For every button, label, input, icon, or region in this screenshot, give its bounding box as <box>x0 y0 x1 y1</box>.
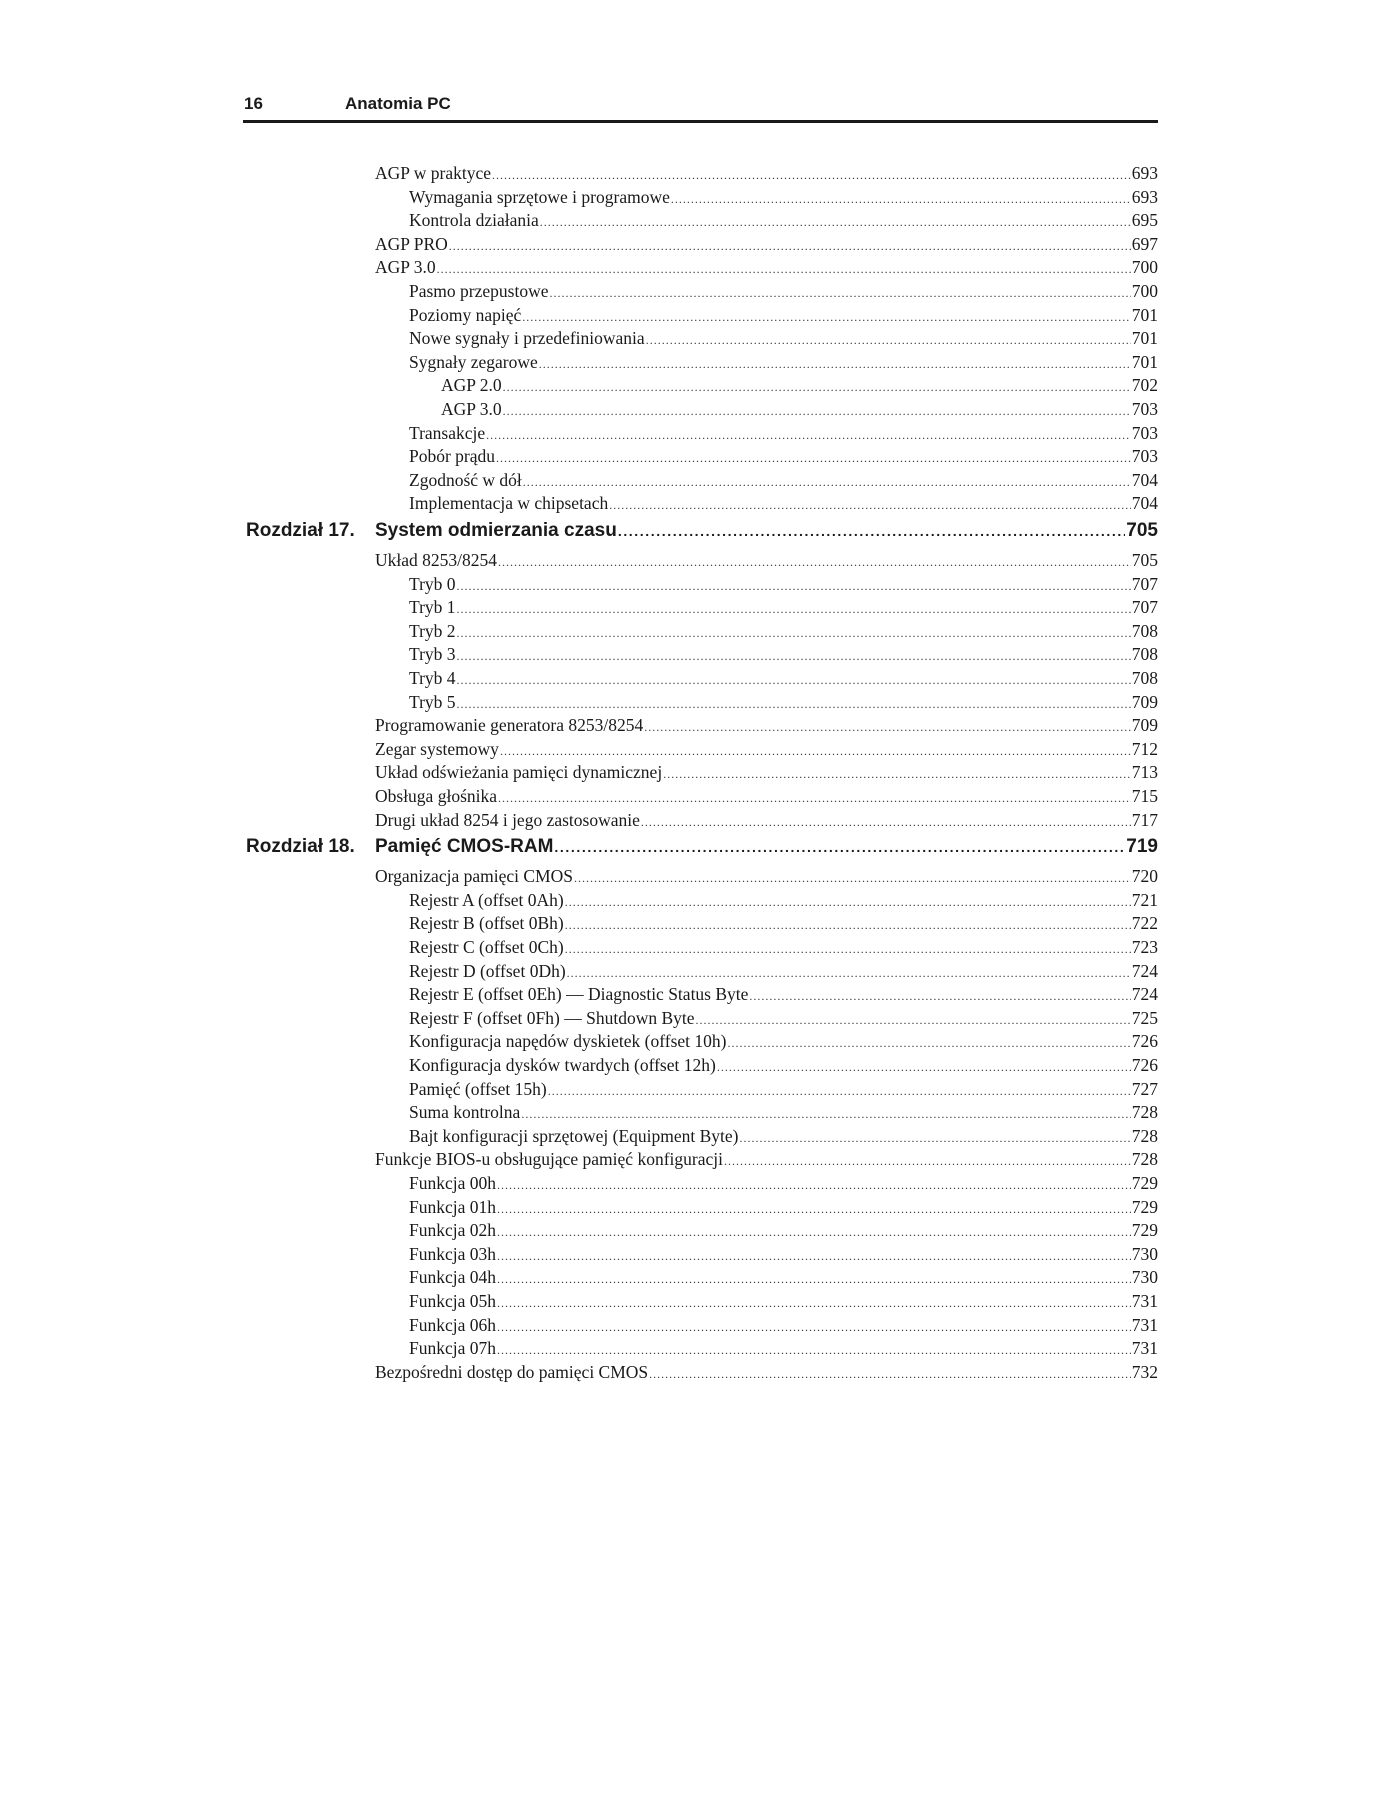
toc-page-number: 729 <box>1131 1196 1158 1217</box>
toc-entry-title: Pamięć (offset 15h) <box>409 1078 547 1099</box>
dot-leader <box>503 376 1131 398</box>
toc-entry-title: Funkcja 07h <box>409 1338 497 1359</box>
toc-page-number: 722 <box>1131 913 1158 934</box>
dot-leader <box>457 669 1131 691</box>
toc-entry-level-2 <box>409 643 1158 665</box>
dot-leader <box>497 1268 1131 1290</box>
toc-entry-title: Funkcja 05h <box>409 1291 497 1311</box>
dot-leader <box>550 282 1131 304</box>
dot-leader <box>663 763 1131 785</box>
dot-leader <box>486 424 1131 446</box>
page-number: 16 <box>244 94 263 113</box>
toc-entry-title: Funkcja 02h <box>409 1220 497 1241</box>
toc-page-number: 704 <box>1131 469 1158 490</box>
toc-page-number: 717 <box>1131 809 1158 830</box>
toc-entry-level-2 <box>409 936 1158 958</box>
toc-entry-title: Transakcje <box>409 422 486 443</box>
dot-leader <box>646 329 1131 351</box>
dot-leader <box>649 1363 1131 1385</box>
toc-page-number: 721 <box>1131 889 1158 910</box>
dot-leader <box>644 716 1130 738</box>
toc-entry-level-2 <box>409 1243 1158 1265</box>
toc-page-number: 732 <box>1131 1361 1158 1382</box>
toc-page-number: 726 <box>1131 1055 1158 1075</box>
dot-leader <box>548 1080 1131 1102</box>
dot-leader <box>498 551 1131 573</box>
toc-entry-level-2 <box>409 1030 1158 1052</box>
toc-page-number: 705 <box>1131 550 1158 570</box>
dot-leader <box>522 306 1130 328</box>
toc-page-number: 724 <box>1131 960 1158 981</box>
dot-leader <box>497 1316 1131 1338</box>
toc-chapter-heading <box>246 834 1158 860</box>
toc-page-number: 709 <box>1131 715 1158 736</box>
toc-page-number: 695 <box>1131 210 1158 231</box>
toc-entry-title: Funkcja 00h <box>409 1173 497 1193</box>
toc-entry-title: Funkcje BIOS-u obsługujące pamięć konfiguracji <box>375 1149 723 1170</box>
toc-entry-title: Rejestr E (offset 0Eh) — Diagnostic Status Byte <box>409 984 749 1005</box>
toc-entry-title: Tryb 5 <box>409 691 456 712</box>
toc-page-number: 703 <box>1131 399 1158 419</box>
toc-entry-title: Konfiguracja napędów dyskietek (offset 10h) <box>409 1031 727 1052</box>
dot-leader <box>565 914 1131 936</box>
toc-page-number: 709 <box>1131 691 1158 712</box>
dot-leader <box>497 1221 1131 1243</box>
toc-entry-level-2 <box>409 1078 1158 1100</box>
toc-entry-level-2 <box>409 1054 1158 1076</box>
toc-page-number: 731 <box>1131 1291 1158 1311</box>
toc-entry-level-2 <box>409 1290 1158 1312</box>
toc-page-number: 701 <box>1131 328 1158 349</box>
toc-entry-level-2 <box>409 1337 1158 1359</box>
toc-page-number: 730 <box>1131 1267 1158 1288</box>
dot-leader <box>457 693 1131 715</box>
toc-entry-level-2 <box>409 1101 1158 1123</box>
toc-entry-level-3 <box>441 374 1158 396</box>
dot-leader <box>567 962 1131 984</box>
toc-entry-level-2 <box>409 889 1158 911</box>
dot-leader <box>523 471 1131 493</box>
toc-page-number: 707 <box>1131 597 1158 618</box>
toc-entry-level-2 <box>409 280 1158 302</box>
toc-page-number: 730 <box>1131 1243 1158 1264</box>
toc-entry-level-1 <box>375 549 1158 571</box>
toc-entry-title: Funkcja 04h <box>409 1267 497 1288</box>
toc-page-number: 705 <box>1126 520 1158 541</box>
toc-entry-level-2 <box>409 1266 1158 1288</box>
toc-entry-level-2 <box>409 1314 1158 1336</box>
toc-entry-title: AGP PRO <box>375 233 448 254</box>
toc-entry-title: Bezpośredni dostęp do pamięci CMOS <box>375 1361 649 1382</box>
toc-entry-title: Tryb 3 <box>409 644 456 665</box>
toc-entry-level-2 <box>409 492 1158 514</box>
toc-entry-level-2 <box>409 573 1158 595</box>
toc-entry-level-2 <box>409 209 1158 231</box>
dot-leader <box>457 575 1131 597</box>
toc-page-number: 700 <box>1131 257 1158 278</box>
toc-entry-title: Obsługa głośnika <box>375 786 498 806</box>
toc-entry-level-1 <box>375 785 1158 807</box>
toc-entry-title: Programowanie generatora 8253/8254 <box>375 715 644 736</box>
toc-page-number: 701 <box>1131 304 1158 325</box>
toc-entry-title: Konfiguracja dysków twardych (offset 12h) <box>409 1055 716 1075</box>
toc-entry-level-2 <box>409 912 1158 934</box>
toc-entry-title: Suma kontrolna <box>409 1102 521 1123</box>
toc-entry-title: Tryb 1 <box>409 597 456 618</box>
toc-entry-title: Rejestr B (offset 0Bh) <box>409 913 564 934</box>
toc-entry-title: Tryb 4 <box>409 668 456 688</box>
toc-page-number: 708 <box>1131 668 1158 688</box>
toc-page-number: 703 <box>1131 446 1158 467</box>
dot-leader <box>497 1339 1131 1361</box>
toc-entry-title: Tryb 0 <box>409 573 456 594</box>
toc-entry-title: Rejestr A (offset 0Ah) <box>409 889 564 910</box>
dot-leader <box>503 400 1131 422</box>
dot-leader <box>457 598 1131 620</box>
toc-entry-title: Tryb 2 <box>409 620 456 641</box>
toc-entry-level-2 <box>409 691 1158 713</box>
toc-entry-level-2 <box>409 1125 1158 1147</box>
toc-entry-level-1 <box>375 1361 1158 1383</box>
dot-leader <box>449 235 1131 257</box>
toc-entry-level-2 <box>409 620 1158 642</box>
toc-entry-title: Sygnały zegarowe <box>409 351 538 372</box>
toc-entry-level-2 <box>409 1007 1158 1029</box>
toc-entry-level-2 <box>409 983 1158 1005</box>
toc-page-number: 715 <box>1131 786 1158 806</box>
dot-leader <box>565 891 1131 913</box>
toc-page-number: 719 <box>1126 836 1158 858</box>
toc-page-number: 728 <box>1131 1102 1158 1123</box>
toc-page-number: 701 <box>1131 351 1158 372</box>
toc-page-number: 693 <box>1131 186 1158 207</box>
toc-entry-title: Rejestr F (offset 0Fh) — Shutdown Byte <box>409 1007 695 1028</box>
toc-entry-level-1 <box>375 738 1158 760</box>
chapter-label: Rozdział 18. <box>246 836 355 858</box>
toc-entry-level-2 <box>409 596 1158 618</box>
toc-entry-title: AGP w praktyce <box>375 163 491 183</box>
toc-page-number: 712 <box>1131 738 1158 759</box>
dot-leader <box>457 622 1131 644</box>
toc-entry-level-2 <box>409 351 1158 373</box>
toc-entry-level-1 <box>375 1148 1158 1170</box>
dot-leader <box>609 494 1131 516</box>
toc-entry-title: AGP 3.0 <box>441 399 502 419</box>
toc-entry-title: Funkcja 06h <box>409 1314 497 1335</box>
toc-entry-level-2 <box>409 1196 1158 1218</box>
running-title: Anatomia PC <box>345 94 451 113</box>
dot-leader <box>497 1174 1131 1196</box>
toc-page-number: 697 <box>1131 233 1158 254</box>
toc-entry-level-1 <box>375 233 1158 255</box>
toc-page-number: 726 <box>1131 1031 1158 1052</box>
toc-page-number: 704 <box>1131 493 1158 514</box>
toc-entry-title: Kontrola działania <box>409 210 539 231</box>
chapter-title: Pamięć CMOS-RAM <box>375 836 554 858</box>
toc-entry-level-1 <box>375 761 1158 783</box>
toc-entry-title: AGP 3.0 <box>375 257 436 278</box>
toc-entry-level-1 <box>375 865 1158 887</box>
toc-entry-level-2 <box>409 445 1158 467</box>
chapter-title: System odmierzania czasu <box>375 520 617 541</box>
toc-entry-level-1 <box>375 714 1158 736</box>
dot-leader <box>565 938 1131 960</box>
dot-leader <box>671 188 1131 210</box>
dot-leader <box>496 447 1131 469</box>
toc-page-number: 728 <box>1131 1149 1158 1170</box>
dot-leader <box>618 518 1125 544</box>
dot-leader <box>497 1198 1131 1220</box>
dot-leader <box>728 1032 1131 1054</box>
toc-entry-level-2 <box>409 304 1158 326</box>
toc-page-number: 693 <box>1131 163 1158 183</box>
dot-leader <box>717 1056 1131 1078</box>
toc-page-number: 727 <box>1131 1078 1158 1099</box>
toc-chapter-heading <box>246 518 1158 544</box>
dot-leader <box>724 1150 1131 1172</box>
dot-leader <box>500 740 1131 762</box>
toc-entry-title: Pobór prądu <box>409 446 496 467</box>
toc-page-number: 731 <box>1131 1338 1158 1359</box>
dot-leader <box>457 645 1131 667</box>
toc-entry-title: Układ 8253/8254 <box>375 550 498 570</box>
dot-leader <box>696 1009 1131 1031</box>
dot-leader <box>437 258 1131 280</box>
toc-page-number: 708 <box>1131 644 1158 665</box>
page-header <box>243 90 1158 123</box>
toc-entry-level-2 <box>409 186 1158 208</box>
toc-entry-level-1 <box>375 809 1158 831</box>
toc-page-number: 731 <box>1131 1314 1158 1335</box>
toc-entry-title: Układ odświeżania pamięci dynamicznej <box>375 762 663 783</box>
toc-entry-title: Poziomy napięć <box>409 304 522 325</box>
dot-leader <box>574 867 1131 889</box>
toc-entry-title: Pasmo przepustowe <box>409 281 549 301</box>
toc-entry-level-1 <box>375 162 1158 184</box>
toc-entry-level-2 <box>409 327 1158 349</box>
toc-page-number: 729 <box>1131 1173 1158 1193</box>
toc-page-number: 707 <box>1131 573 1158 594</box>
toc-entry-level-1 <box>375 256 1158 278</box>
toc-entry-title: Organizacja pamięci CMOS <box>375 866 573 887</box>
dot-leader <box>497 1292 1131 1314</box>
dot-leader <box>740 1127 1131 1149</box>
dot-leader <box>497 1245 1131 1267</box>
toc-entry-title: Zegar systemowy <box>375 738 499 759</box>
toc-entry-title: Funkcja 03h <box>409 1243 497 1264</box>
toc-page-number: 729 <box>1131 1220 1158 1241</box>
toc-entry-level-2 <box>409 1219 1158 1241</box>
chapter-label: Rozdział 17. <box>246 520 355 541</box>
toc-entry-level-2 <box>409 960 1158 982</box>
toc-entry-title: Rejestr D (offset 0Dh) <box>409 960 566 981</box>
toc-entry-title: Rejestr C (offset 0Ch) <box>409 937 564 957</box>
toc-entry-level-2 <box>409 1172 1158 1194</box>
dot-leader <box>498 787 1131 809</box>
dot-leader <box>641 811 1131 833</box>
toc-page-number: 723 <box>1131 937 1158 957</box>
toc-page-number: 725 <box>1131 1007 1158 1028</box>
toc-page-number: 724 <box>1131 984 1158 1005</box>
toc-page-number: 708 <box>1131 620 1158 641</box>
toc-page-number: 728 <box>1131 1125 1158 1146</box>
dot-leader <box>540 211 1131 233</box>
toc-entry-level-2 <box>409 422 1158 444</box>
toc-entry-level-2 <box>409 469 1158 491</box>
toc-entry-level-2 <box>409 667 1158 689</box>
toc-page-number: 720 <box>1131 866 1158 887</box>
toc-page-number: 702 <box>1131 375 1158 396</box>
dot-leader <box>554 834 1125 860</box>
dot-leader <box>539 353 1131 375</box>
toc-page-number: 703 <box>1131 422 1158 443</box>
toc-entry-title: Drugi układ 8254 i jego zastosowanie <box>375 809 640 830</box>
toc-entry-title: Wymagania sprzętowe i programowe <box>409 186 670 207</box>
toc-entry-title: Bajt konfiguracji sprzętowej (Equipment Byte) <box>409 1125 739 1146</box>
toc-entry-title: AGP 2.0 <box>441 375 502 396</box>
toc-entry-title: Implementacja w chipsetach <box>409 493 609 514</box>
toc-entry-title: Nowe sygnały i przedefiniowania <box>409 328 645 349</box>
dot-leader <box>521 1103 1130 1125</box>
toc-entry-title: Funkcja 01h <box>409 1196 497 1217</box>
toc-page-number: 700 <box>1131 281 1158 301</box>
toc-page-number: 713 <box>1131 762 1158 783</box>
toc-entry-level-3 <box>441 398 1158 420</box>
dot-leader <box>492 164 1131 186</box>
toc-entry-title: Zgodność w dół <box>409 469 522 490</box>
dot-leader <box>749 985 1130 1007</box>
